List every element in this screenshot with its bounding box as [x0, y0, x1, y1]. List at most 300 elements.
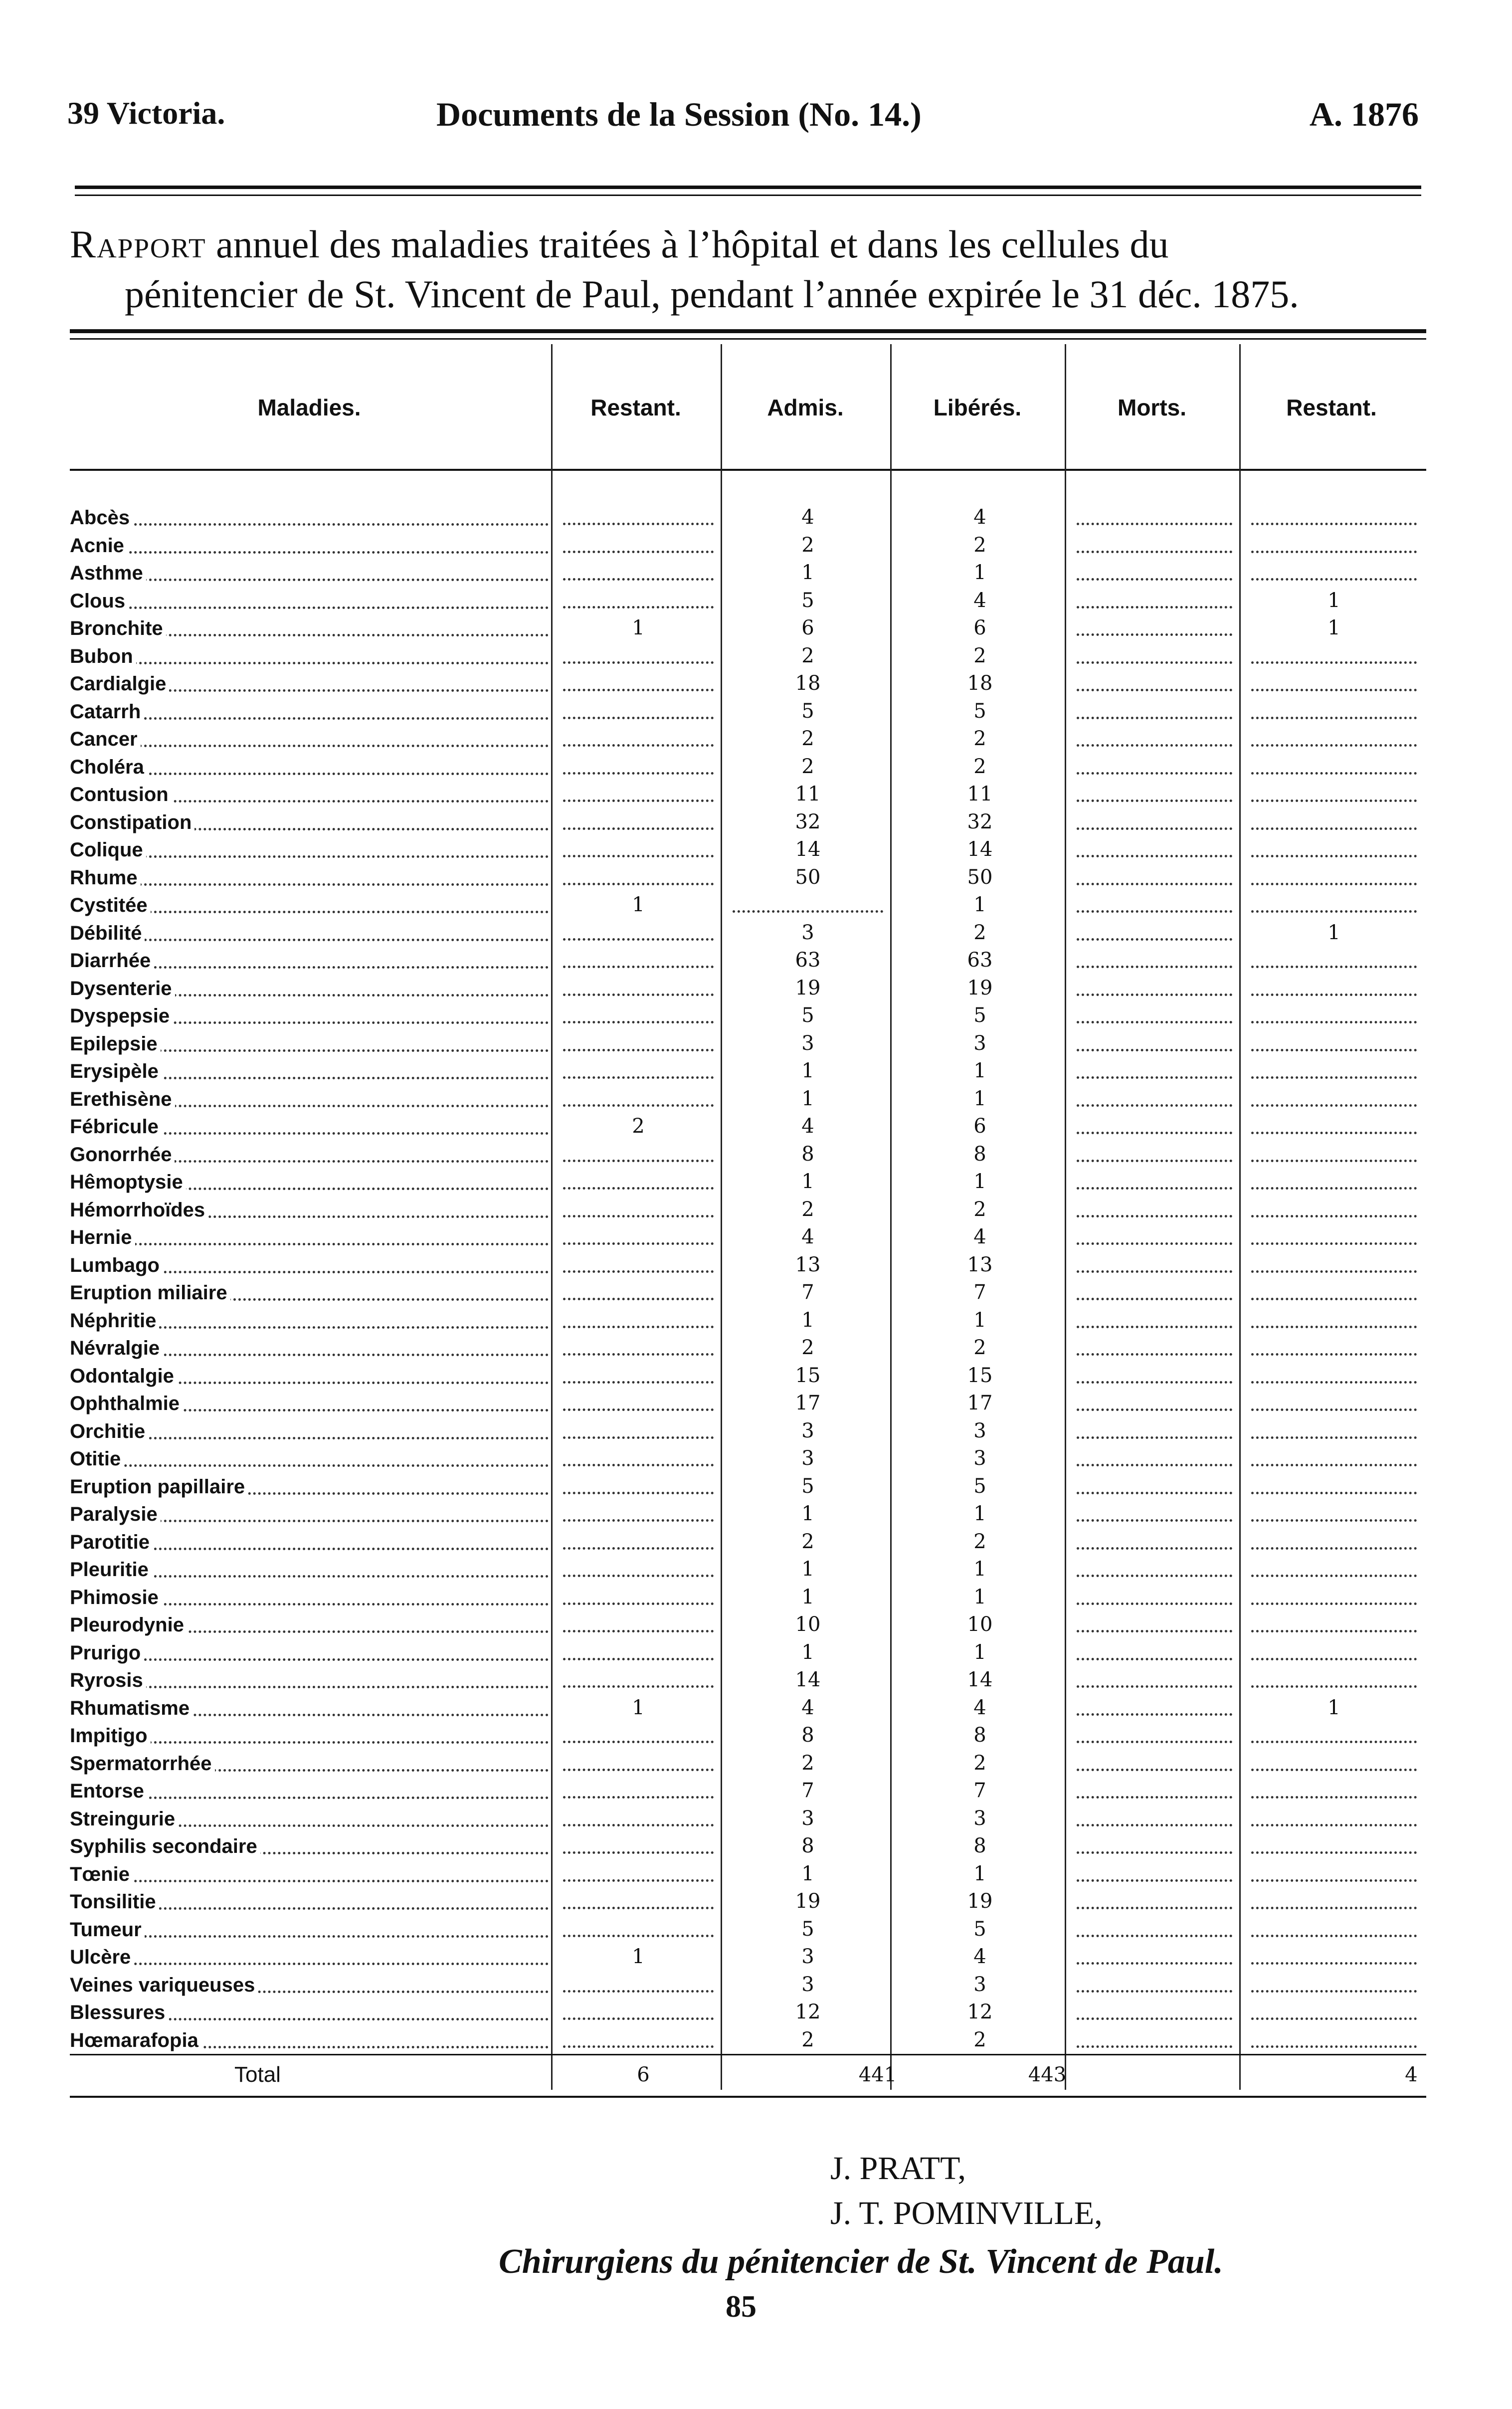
- cell-restant: [556, 753, 721, 781]
- disease-name-cell: [70, 1722, 549, 1750]
- cell-liberes: 2: [973, 2028, 986, 2051]
- header-volume: 39 Victoria.: [67, 95, 225, 131]
- disease-name: Pleuritie: [70, 1559, 152, 1581]
- cell-restant: [556, 1473, 721, 1500]
- cell-admis: 1: [801, 1087, 814, 1110]
- disease-name: Tœnie: [70, 1863, 133, 1885]
- cell-liberes: 50: [967, 865, 993, 889]
- table-row: [70, 1694, 1426, 1722]
- cell-morts: [1070, 614, 1239, 642]
- cell-admis: [726, 891, 890, 919]
- cell-morts: [1070, 1971, 1239, 1999]
- cell-morts: [1070, 1334, 1239, 1362]
- cell-restant: [556, 808, 721, 836]
- cell-admis: 3: [801, 921, 814, 944]
- disease-name-cell: [70, 1417, 549, 1445]
- disease-name: Ulcère: [70, 1946, 134, 1968]
- cell-admis: 32: [795, 810, 821, 833]
- disease-name: Syphilis secondaire: [70, 1835, 260, 1857]
- disease-name-cell: [70, 1141, 549, 1169]
- cell-restant2: [1244, 1473, 1424, 1500]
- cell-admis: 1: [801, 561, 814, 584]
- cell-liberes: 3: [973, 1419, 986, 1442]
- table-row: [70, 532, 1426, 560]
- table-row: [70, 1473, 1426, 1501]
- cell-admis: 5: [801, 699, 814, 723]
- cell-liberes: 19: [967, 1890, 993, 1913]
- cell-morts: [1070, 2026, 1239, 2054]
- cell-morts: [1070, 1113, 1239, 1140]
- cell-admis: 2: [801, 1198, 814, 1221]
- disease-name-cell: [70, 1888, 549, 1916]
- disease-name: Ryrosis: [70, 1669, 146, 1691]
- disease-name-cell: [70, 1307, 549, 1335]
- disease-name: Constipation: [70, 811, 194, 833]
- cell-restant: [556, 1611, 721, 1638]
- cell-restant: [556, 1307, 721, 1334]
- cell-admis: 14: [795, 1668, 821, 1691]
- disease-name-cell: [70, 1999, 549, 2026]
- total-liberes: 443: [1028, 2063, 1067, 2086]
- cell-morts: [1070, 642, 1239, 670]
- cell-restant2: [1244, 1860, 1424, 1888]
- table-row: [70, 1390, 1426, 1417]
- table-row: [70, 1362, 1426, 1390]
- disease-name: Spermatorrhée: [70, 1753, 215, 1775]
- cell-liberes: 2: [973, 1336, 986, 1359]
- cell-admis: 8: [801, 1834, 814, 1857]
- cell-restant2: [1244, 1556, 1424, 1583]
- table-row: [70, 1528, 1426, 1556]
- cell-restant2: [1244, 1362, 1424, 1390]
- cell-admis: 14: [795, 838, 821, 861]
- disease-name-cell: [70, 1805, 549, 1833]
- dot-leader: [70, 1464, 549, 1467]
- table-row: [70, 947, 1426, 975]
- cell-liberes: 4: [973, 1696, 986, 1719]
- column-header-morts: Morts.: [1118, 395, 1186, 420]
- dot-leader: [70, 1880, 549, 1882]
- cell-morts: [1070, 1141, 1239, 1168]
- cell-liberes: 1: [973, 1059, 986, 1082]
- total-rule-top: [70, 2054, 1426, 2055]
- disease-name: Hernie: [70, 1226, 135, 1248]
- cell-liberes: 32: [967, 810, 993, 833]
- cell-restant2: [1244, 725, 1424, 753]
- cell-admis: 3: [801, 1031, 814, 1055]
- table-row: [70, 1943, 1426, 1971]
- cell-admis: 3: [801, 1973, 814, 1996]
- cell-liberes: 4: [973, 1225, 986, 1248]
- cell-restant2: [1244, 1943, 1424, 1971]
- disease-name-cell: [70, 1030, 549, 1058]
- cell-restant: 1: [632, 1696, 645, 1719]
- cell-liberes: 8: [973, 1834, 986, 1857]
- dot-leader: [70, 1243, 549, 1245]
- cell-restant2: [1244, 1666, 1424, 1694]
- table-row: [70, 864, 1426, 892]
- cell-liberes: 2: [973, 644, 986, 667]
- cell-morts: [1070, 1251, 1239, 1279]
- cell-morts: [1070, 1584, 1239, 1611]
- cell-morts: [1070, 1943, 1239, 1971]
- disease-name: Entorse: [70, 1780, 147, 1802]
- total-restant: 6: [637, 2063, 650, 2086]
- disease-name: Abcès: [70, 507, 133, 529]
- cell-restant: [556, 1085, 721, 1113]
- cell-liberes: 15: [967, 1364, 993, 1387]
- table-row: [70, 1445, 1426, 1473]
- cell-admis: 1: [801, 1308, 814, 1332]
- total-row: [70, 2060, 1426, 2090]
- table-row: [70, 1888, 1426, 1916]
- column-header-maladies: Maladies.: [257, 395, 361, 420]
- cell-liberes: 2: [973, 755, 986, 778]
- disease-name: Colique: [70, 839, 146, 861]
- title-lead: Rapport: [70, 222, 206, 266]
- cell-admis: 13: [795, 1253, 821, 1276]
- cell-liberes: 1: [973, 1308, 986, 1332]
- cell-restant: 1: [632, 616, 645, 639]
- report-title: [70, 219, 1416, 319]
- table-row: [70, 559, 1426, 587]
- disease-name: Ophthalmie: [70, 1393, 183, 1414]
- disease-name: Dyspepsie: [70, 1005, 173, 1027]
- cell-restant2: [1244, 1251, 1424, 1279]
- disease-name-cell: [70, 614, 549, 642]
- cell-restant2: [1244, 1113, 1424, 1140]
- table-row: [70, 1417, 1426, 1445]
- disease-name: Catarrh: [70, 701, 144, 723]
- cell-admis: 18: [795, 672, 821, 695]
- table-row: [70, 504, 1426, 532]
- cell-restant2: [1244, 947, 1424, 974]
- cell-morts: [1070, 1805, 1239, 1832]
- cell-morts: [1070, 1556, 1239, 1583]
- cell-restant2: [1244, 1971, 1424, 1999]
- disease-name-cell: [70, 1694, 549, 1722]
- disease-name-cell: [70, 836, 549, 864]
- cell-restant2: [1244, 698, 1424, 725]
- disease-name-cell: [70, 1584, 549, 1611]
- cell-morts: [1070, 919, 1239, 947]
- disease-name: Bubon: [70, 645, 136, 667]
- disease-name-cell: [70, 1500, 549, 1528]
- cell-restant: [556, 1445, 721, 1472]
- disease-name-cell: [70, 975, 549, 1003]
- table-row: [70, 1196, 1426, 1224]
- cell-restant2: 1: [1327, 616, 1340, 639]
- cell-liberes: 63: [967, 949, 993, 972]
- disease-name: Bronchite: [70, 617, 166, 639]
- table-row: [70, 1307, 1426, 1335]
- disease-name: Rhumatisme: [70, 1697, 192, 1719]
- cell-restant2: [1244, 781, 1424, 808]
- disease-name: Gonorrhée: [70, 1144, 175, 1166]
- cell-restant: [556, 670, 721, 697]
- cell-morts: [1070, 891, 1239, 919]
- table-row: [70, 1002, 1426, 1030]
- cell-liberes: 4: [973, 589, 986, 612]
- disease-name: Pleurodynie: [70, 1614, 187, 1636]
- cell-liberes: 2: [973, 727, 986, 750]
- disease-name: Clous: [70, 590, 128, 612]
- table-row: [70, 1168, 1426, 1196]
- disease-name-cell: [70, 1556, 549, 1584]
- disease-name-cell: [70, 670, 549, 698]
- cell-admis: 7: [801, 1779, 814, 1802]
- cell-morts: [1070, 1196, 1239, 1223]
- cell-morts: [1070, 1279, 1239, 1306]
- cell-admis: 1: [801, 1640, 814, 1664]
- disease-name-cell: [70, 1279, 549, 1307]
- disease-name: Tonsilitie: [70, 1891, 159, 1913]
- cell-liberes: 1: [973, 1502, 986, 1525]
- cell-liberes: 17: [967, 1392, 993, 1414]
- disease-name-cell: [70, 1832, 549, 1860]
- cell-restant: [556, 1279, 721, 1306]
- disease-name: Erysipèle: [70, 1060, 162, 1082]
- cell-liberes: 8: [973, 1142, 986, 1166]
- dot-leader: [70, 662, 549, 664]
- cell-restant: [556, 781, 721, 808]
- table-row: [70, 1916, 1426, 1944]
- cell-admis: 50: [795, 865, 821, 889]
- cell-admis: 2: [801, 533, 814, 557]
- cell-restant2: [1244, 1417, 1424, 1445]
- disease-name: Contusion: [70, 784, 172, 805]
- table-row: [70, 1722, 1426, 1750]
- disease-name-cell: [70, 559, 549, 587]
- table-row: [70, 587, 1426, 615]
- disease-name: Lumbago: [70, 1254, 163, 1276]
- cell-admis: 1: [801, 1059, 814, 1082]
- cell-restant: [556, 1556, 721, 1583]
- cell-admis: 5: [801, 1474, 814, 1498]
- disease-name-cell: [70, 947, 549, 975]
- cell-restant2: [1244, 975, 1424, 1002]
- cell-morts: [1070, 1860, 1239, 1888]
- cell-morts: [1070, 532, 1239, 559]
- cell-admis: 1: [801, 1585, 814, 1608]
- table-row: [70, 781, 1426, 808]
- cell-restant2: [1244, 1722, 1424, 1749]
- total-rule-bottom: [70, 2096, 1426, 2098]
- cell-restant2: [1244, 2026, 1424, 2054]
- cell-liberes: 18: [967, 672, 993, 695]
- cell-restant2: [1244, 559, 1424, 587]
- cell-restant2: [1244, 1085, 1424, 1113]
- disease-name: Eruption papillaire: [70, 1476, 248, 1498]
- disease-name: Cancer: [70, 728, 141, 750]
- cell-restant2: [1244, 836, 1424, 863]
- cell-liberes: 1: [973, 1862, 986, 1885]
- cell-restant: 2: [632, 1115, 645, 1138]
- disease-name: Blessures: [70, 2002, 168, 2023]
- cell-restant: 1: [632, 1945, 645, 1968]
- disease-name: Acnie: [70, 535, 127, 557]
- cell-restant: [556, 1141, 721, 1168]
- cell-restant: [556, 642, 721, 670]
- cell-morts: [1070, 1500, 1239, 1528]
- cell-restant: [556, 1030, 721, 1057]
- dot-leader: [70, 1963, 549, 1965]
- cell-liberes: 8: [973, 1724, 986, 1747]
- cell-restant2: 1: [1327, 1696, 1340, 1719]
- title-line-2: pénitencier de St. Vincent de Paul, pendant l’année expirée le 31 déc. 1875.: [125, 272, 1299, 316]
- cell-morts: [1070, 559, 1239, 587]
- disease-name-cell: [70, 1860, 549, 1888]
- cell-restant2: [1244, 1500, 1424, 1528]
- cell-restant: [556, 947, 721, 974]
- signature-pratt: J. PRATT,: [830, 2150, 966, 2187]
- cell-restant: [556, 1417, 721, 1445]
- cell-liberes: 14: [967, 1668, 993, 1691]
- cell-restant: [556, 864, 721, 891]
- cell-admis: 8: [801, 1724, 814, 1747]
- total-label: Total: [234, 2062, 281, 2087]
- table-row: [70, 753, 1426, 781]
- cell-restant: [556, 1639, 721, 1666]
- cell-admis: 63: [795, 949, 821, 972]
- cell-morts: [1070, 1307, 1239, 1334]
- table-row: [70, 975, 1426, 1003]
- disease-name: Impitigo: [70, 1725, 151, 1747]
- cell-liberes: 7: [973, 1779, 986, 1802]
- disease-name: Odontalgie: [70, 1365, 177, 1387]
- disease-name-cell: [70, 1971, 549, 1999]
- disease-name: Prurigo: [70, 1642, 144, 1664]
- cell-liberes: 2: [973, 1198, 986, 1221]
- cell-restant: [556, 1832, 721, 1860]
- cell-restant: [556, 2026, 721, 2054]
- cell-restant: [556, 698, 721, 725]
- disease-name-cell: [70, 1334, 549, 1362]
- cell-morts: [1070, 725, 1239, 753]
- cell-admis: 2: [801, 644, 814, 667]
- disease-name-cell: [70, 532, 549, 560]
- cell-restant2: 1: [1327, 921, 1340, 944]
- cell-restant2: [1244, 670, 1424, 697]
- cell-liberes: 19: [967, 976, 993, 1000]
- cell-liberes: 1: [973, 893, 986, 916]
- cell-restant: [556, 1362, 721, 1390]
- table-row: [70, 670, 1426, 698]
- table-row: [70, 1113, 1426, 1141]
- disease-name: Veines variqueuses: [70, 1974, 258, 1996]
- cell-liberes: 7: [973, 1281, 986, 1304]
- cell-admis: 15: [795, 1364, 821, 1387]
- disease-name: Otitie: [70, 1448, 124, 1470]
- cell-morts: [1070, 1473, 1239, 1500]
- cell-restant2: [1244, 1057, 1424, 1085]
- table-row: [70, 1611, 1426, 1639]
- disease-name-cell: [70, 1916, 549, 1944]
- disease-name: Erethisène: [70, 1088, 175, 1110]
- cell-liberes: 6: [973, 1115, 986, 1138]
- cell-morts: [1070, 698, 1239, 725]
- cell-admis: 2: [801, 755, 814, 778]
- disease-name-cell: [70, 1223, 549, 1251]
- cell-liberes: 2: [973, 1530, 986, 1553]
- dot-leader: [70, 883, 549, 886]
- disease-name-cell: [70, 1196, 549, 1224]
- disease-name-cell: [70, 1168, 549, 1196]
- cell-restant: [556, 587, 721, 614]
- cell-restant: [556, 1500, 721, 1528]
- disease-name: Rhume: [70, 867, 141, 889]
- cell-morts: [1070, 1002, 1239, 1029]
- cell-restant2: [1244, 504, 1424, 531]
- disease-name: Cardialgie: [70, 673, 169, 695]
- disease-name-cell: [70, 504, 549, 532]
- cell-restant: [556, 1057, 721, 1085]
- disease-name-cell: [70, 864, 549, 892]
- cell-admis: 1: [801, 1170, 814, 1193]
- table-row: [70, 1750, 1426, 1778]
- cell-liberes: 1: [973, 1170, 986, 1193]
- cell-admis: 2: [801, 727, 814, 750]
- cell-restant: [556, 1002, 721, 1029]
- cell-liberes: 4: [973, 1945, 986, 1968]
- disease-name: Orchitie: [70, 1420, 148, 1442]
- cell-morts: [1070, 1417, 1239, 1445]
- cell-liberes: 13: [967, 1253, 993, 1276]
- disease-name-cell: [70, 753, 549, 781]
- cell-admis: 19: [795, 976, 821, 1000]
- cell-morts: [1070, 808, 1239, 836]
- cell-restant2: [1244, 1805, 1424, 1832]
- disease-name-cell: [70, 1750, 549, 1778]
- cell-restant2: [1244, 1168, 1424, 1196]
- cell-liberes: 10: [967, 1613, 993, 1636]
- cell-restant: [556, 725, 721, 753]
- column-header-admis: Admis.: [767, 395, 844, 420]
- disease-name-cell: [70, 1002, 549, 1030]
- cell-restant2: [1244, 1584, 1424, 1611]
- cell-admis: 11: [795, 783, 821, 805]
- table-row: [70, 1500, 1426, 1528]
- cell-restant2: [1244, 1639, 1424, 1666]
- cell-admis: 5: [801, 1917, 814, 1941]
- cell-liberes: 5: [973, 1917, 986, 1941]
- table-row: [70, 614, 1426, 642]
- title-rule-thin: [70, 338, 1426, 340]
- signature-caption: Chirurgiens du pénitencier de St. Vincent de Paul.: [499, 2242, 1223, 2281]
- cell-morts: [1070, 975, 1239, 1002]
- cell-liberes: 2: [973, 921, 986, 944]
- cell-morts: [1070, 864, 1239, 891]
- cell-restant2: [1244, 1611, 1424, 1638]
- table-row: [70, 1085, 1426, 1113]
- cell-morts: [1070, 1639, 1239, 1666]
- cell-morts: [1070, 1694, 1239, 1722]
- table-row: [70, 725, 1426, 753]
- cell-restant: [556, 1168, 721, 1196]
- signature-pominville: J. T. POMINVILLE,: [830, 2195, 1103, 2231]
- total-restant-final: 4: [1405, 2063, 1418, 2086]
- cell-restant2: [1244, 1196, 1424, 1223]
- cell-morts: [1070, 947, 1239, 974]
- table-row: [70, 1556, 1426, 1584]
- cell-restant: [556, 1584, 721, 1611]
- cell-restant2: [1244, 1307, 1424, 1334]
- disease-name-cell: [70, 891, 549, 919]
- cell-morts: [1070, 1999, 1239, 2026]
- cell-liberes: 2: [973, 533, 986, 557]
- cell-liberes: 3: [973, 1031, 986, 1055]
- cell-morts: [1070, 1611, 1239, 1638]
